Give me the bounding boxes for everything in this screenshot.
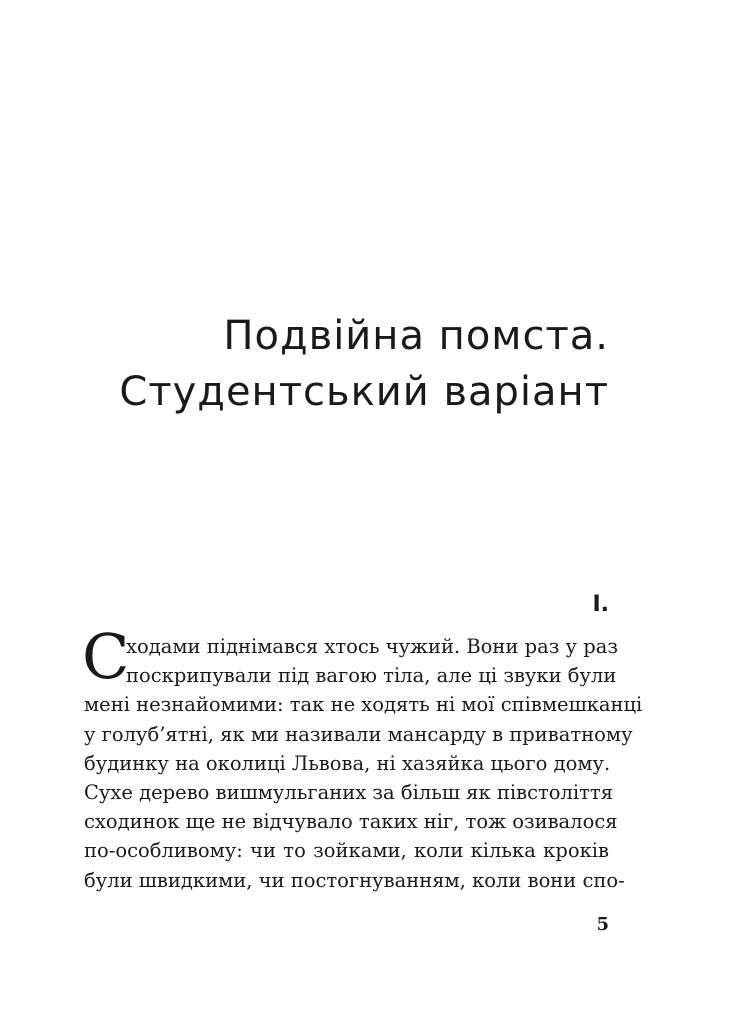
text-line: мені незнайомими: так не ходять ні мої співмешканці (84, 693, 643, 717)
text-line: поскрипували під вагою тіла, але ці звуки були (126, 664, 617, 688)
text-line: сходинок ще не відчувало таких ніг, тож озивалося (84, 810, 618, 834)
drop-cap: С (82, 620, 130, 693)
text-line: по-особливому: чи то зойками, коли кілька кроків (84, 839, 609, 863)
text-line: Сухе дерево вишмульганих за більш як півстоліття (84, 780, 614, 804)
section-number: I. (592, 592, 609, 617)
chapter-title-line-1: Подвійна помста. (223, 313, 609, 359)
chapter-title-line-2: Студентський варіант (119, 369, 609, 415)
page-number: 5 (596, 914, 609, 935)
chapter-title (119, 308, 609, 420)
text-line: будинку на околиці Львова, ні хазяйка цього дому. (84, 751, 611, 775)
text-line: у голуб’ятні, як ми називали мансарду в приватному (84, 722, 633, 746)
text-line: були швидкими, чи постогнуванням, коли вони спо- (84, 868, 625, 892)
text-line: ходами піднімався хтось чужий. Вони раз у раз (126, 635, 618, 658)
body-paragraph (84, 632, 643, 895)
